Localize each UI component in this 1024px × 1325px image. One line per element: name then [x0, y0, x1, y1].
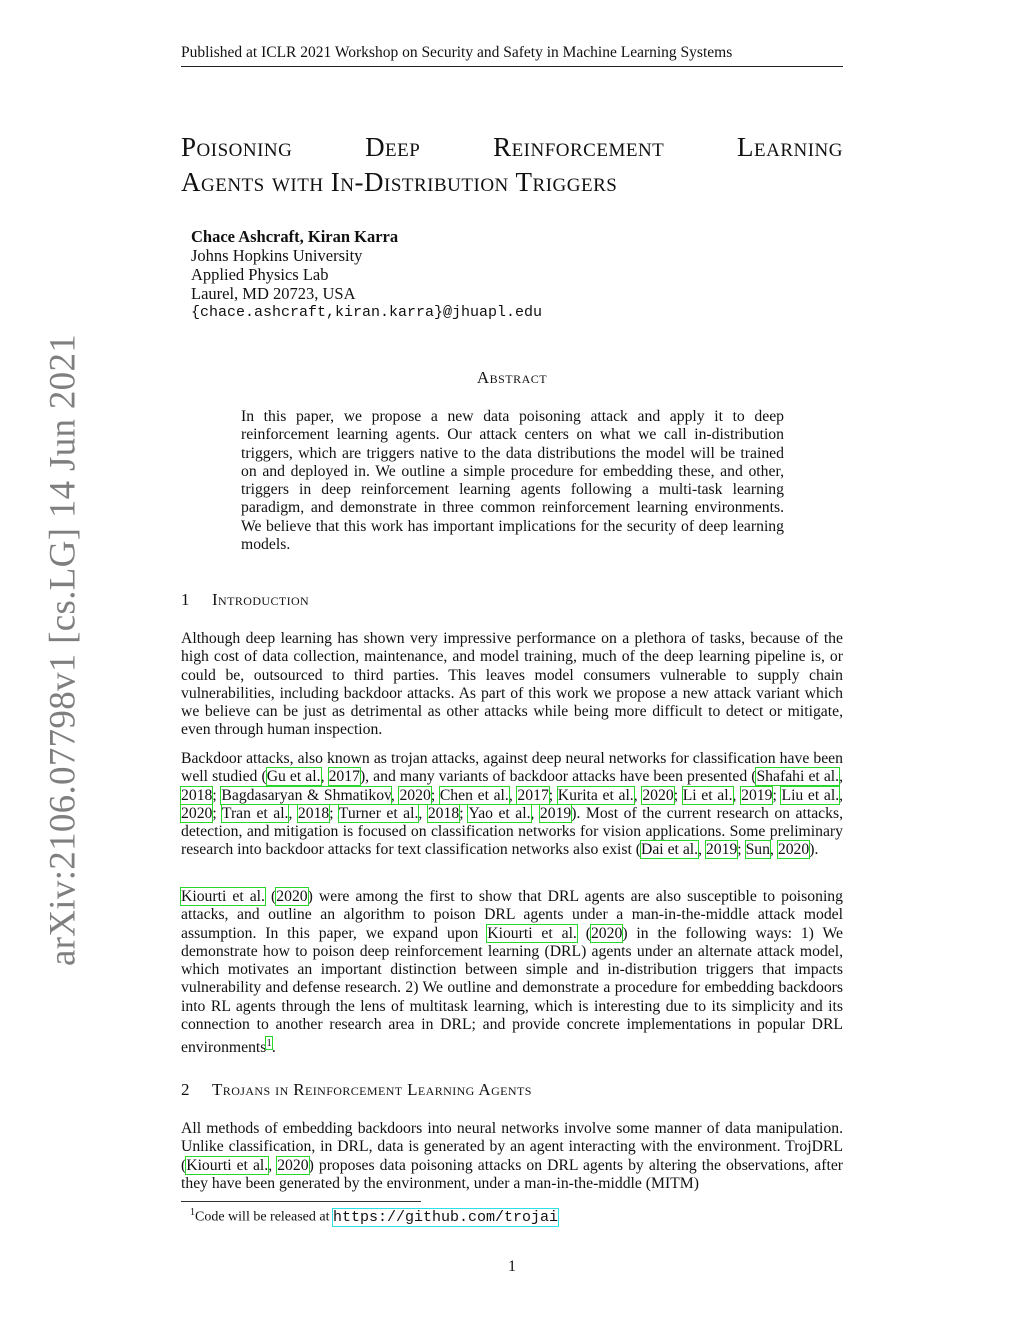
affiliation: Johns Hopkins University — [191, 246, 363, 265]
footnote: $^1$Code will be released at https://github.com/trojai — [190, 1207, 559, 1226]
citation-link[interactable]: Kiourti et al. — [181, 888, 265, 905]
address: Laurel, MD 20723, USA — [191, 284, 356, 303]
affiliation: Applied Physics Lab — [191, 265, 329, 284]
abstract-text: In this paper, we propose a new data poisoning attack and apply it to deep reinforcement learning agents. Our attack centers on what we call in-distribution triggers, which are triggers native to the data distributions the model will be trained on and deployed in. We outline a simple procedure for embedding these, and other, triggers in deep reinforcement learning agents following a multi-task learning paradigm, and demonstrate in three common reinforcement learning environments. We believe that this work has important implications for the security of deep learning models. — [241, 408, 784, 554]
title-word: Reinforcement — [493, 132, 665, 162]
author-names: Chace Ashcraft, Kiran Karra — [191, 227, 399, 246]
citation-link[interactable]: 2020 — [590, 924, 623, 942]
citation-link[interactable]: Kiourti et al. — [487, 924, 577, 942]
citation-link[interactable]: 2019 — [539, 804, 572, 822]
section-title: Trojans in Reinforcement Learning Agents — [212, 1080, 532, 1099]
section-heading — [181, 590, 309, 610]
citation-link[interactable]: 2018 — [427, 804, 460, 822]
section-heading — [181, 1080, 532, 1100]
author-email: {chace.ashcraft,kiran.karra}@jhuapl.edu — [191, 304, 543, 321]
citation-link[interactable]: Kiourti et al. — [186, 1156, 269, 1174]
citation-link[interactable]: Chen et al. — [439, 786, 509, 804]
citation-link[interactable]: 2018 — [181, 786, 213, 804]
citation-link[interactable]: 2020 — [642, 786, 674, 804]
code-url-link[interactable]: https://github.com/trojai — [333, 1208, 559, 1226]
citation-link[interactable]: Tran et al. — [221, 804, 289, 822]
citation-link[interactable]: 2020 — [399, 786, 431, 804]
citation-link[interactable]: Liu et al. — [781, 786, 840, 804]
paragraph: All methods of embedding backdoors into neural networks involve some manner of data manipulation. Unlike classification, in DRL, data is generated by an agent interacting with the environment. TrojDRL (Kiourti et al., 2020) proposes data poisoning attacks on DRL agents by altering the observations, after they have been generated by the environment, under a man-in-the-middle (MITM) — [181, 1120, 843, 1192]
section-number: 2 — [181, 1080, 190, 1099]
paragraph: Backdoor attacks, also known as trojan attacks, against deep neural networks for classification have been well studied (Gu et al., 2017), and many variants of backdoor attacks have been presented (Shafahi et al., 2018; Bagdasaryan & Shmatikov, 2020; Chen et al., 2017; Kurita et al., 2020; Li et al., 2019; Liu et al., 2020; Tran et al., 2018; Turner et al., 2018; Yao et al., 2019). Most of the current research on attacks, detection, and mitigation is focused on classification networks for vision applications. Some preliminary research into backdoor attacks for text classification networks also exist (Dai et al., 2019; Sun, 2020). — [181, 750, 844, 859]
section-title: Introduction — [212, 590, 310, 609]
citation-link[interactable]: 2020 — [276, 888, 308, 905]
citation-link[interactable]: Yao et al. — [468, 804, 531, 822]
footnote-mark: 1 — [190, 1207, 195, 1218]
title-line-2: Agents with In-Distribution Triggers — [181, 167, 618, 197]
title-word: Deep — [365, 132, 421, 162]
citation-link[interactable]: Shafahi et al. — [756, 768, 840, 786]
arxiv-stamp: arXiv:2106.07798v1 [cs.LG] 14 Jun 2021 — [42, 333, 84, 967]
page-number: 1 — [508, 1258, 516, 1275]
citation-link[interactable]: Kurita et al. — [557, 786, 634, 804]
citation-link[interactable]: 2017 — [517, 786, 549, 804]
running-header: Published at ICLR 2021 Workshop on Security and Safety in Machine Learning Systems — [181, 44, 843, 67]
citation-link[interactable]: Turner et al. — [338, 804, 419, 822]
citation-link[interactable]: Dai et al. — [641, 841, 699, 859]
paragraph: Although deep learning has shown very impressive performance on a plethora of tasks, because of the high cost of data collection, maintenance, and model training, much of the deep learning pipeline is, or could be, outsourced to third parties. This leaves model consumers vulnerable to supply chain vulnerabilities, including backdoor attacks. As part of this work we propose a new attack variant which we believe can be just as detrimental as other attacks while being more difficult to detect or mitigate, even through human inspection. — [181, 630, 843, 739]
citation-link[interactable]: Gu et al. — [266, 768, 321, 786]
citation-link[interactable]: 2019 — [705, 841, 738, 859]
section-number: 1 — [181, 590, 190, 609]
paragraph: Kiourti et al. (2020) were among the first to show that DRL agents are also susceptible to poisoning attacks, and outline an algorithm to poison DRL agents under a man-in-the-middle attack model assumption. In this paper, we expand upon Kiourti et al. (2020) in the following ways: 1) We demonstrate how to poison deep reinforcement learning (DRL) agents under an alternate attack model, which motivates an important distinction between simple and in-distribution triggers that impacts vulnerability and defense research. 2) We outline and demonstrate a procedure for embedding backdoors into RL agents through the lens of multitask learning, which is interesting due to its simplicity and its connection to another research area in DRL; and provide concrete implementations in popular DRL environments$^1$. — [181, 888, 843, 1057]
citation-link[interactable]: 2017 — [328, 768, 360, 786]
citation-link[interactable]: Sun — [745, 841, 770, 859]
footnote-divider — [181, 1201, 421, 1202]
abstract-heading: Abstract — [476, 368, 548, 387]
citation-link[interactable]: 2020 — [181, 804, 213, 822]
paper-title — [181, 130, 843, 200]
footnote-ref[interactable]: 1 — [266, 1037, 272, 1050]
citation-link[interactable]: 2018 — [297, 804, 330, 822]
citation-link[interactable]: 2020 — [277, 1156, 309, 1174]
citation-link[interactable]: Li et al. — [682, 786, 733, 804]
citation-link[interactable]: 2020 — [777, 841, 810, 859]
author-block — [191, 227, 542, 322]
title-word: Learning — [737, 132, 843, 162]
citation-link[interactable]: Bagdasaryan & Shmatikov — [221, 786, 391, 804]
citation-link[interactable]: 2019 — [741, 786, 773, 804]
title-word: Poisoning — [181, 132, 293, 162]
